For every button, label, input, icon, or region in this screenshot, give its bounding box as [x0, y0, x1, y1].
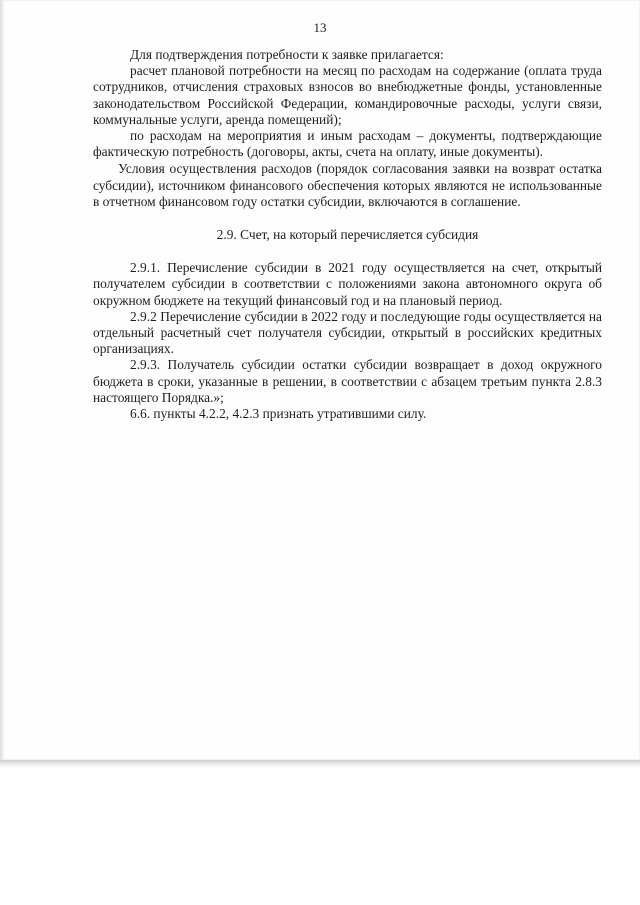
section-heading-2-9: 2.9. Счет, на который перечисляется субсидия	[216, 227, 479, 243]
page-bottom-edge	[0, 760, 640, 768]
paragraph-6-6: 6.6. пункты 4.2.2, 4.2.3 признать утратившими силу.	[130, 406, 427, 422]
document-body	[93, 47, 602, 422]
paragraph-event-expenses: по расходам на мероприятия и иным расходам – документы, подтверждающие фактическую потребность (договоры, акты, счета на оплату, иные документы).	[93, 128, 602, 160]
paragraph-attachments-intro: Для подтверждения потребности к заявке прилагается:	[130, 47, 444, 62]
paragraph-expense-conditions: Условия осуществления расходов (порядок согласования заявки на возврат остатка субсидии), источником финансового обеспечения которых являются не использованные в отчетном финансовом году остатки субсидии, включаются в соглашение.	[93, 161, 602, 209]
page-number: 13	[313, 20, 327, 35]
paragraph-2-9-1: 2.9.1. Перечисление субсидии в 2021 году осуществляется на счет, открытый получателем субсидии в соответствии с положениями закона автономного округа об окружном бюджете на текущий финансовый год и на плановый период.	[93, 260, 602, 308]
paragraph-2-9-2: 2.9.2 Перечисление субсидии в 2022 году и последующие годы осуществляется на отдельный расчетный счет получателя субсидии, открытый в российских кредитных организациях.	[93, 308, 602, 357]
paragraph-2-9-3: 2.9.3. Получатель субсидии остатки субсидии возвращает в доход окружного бюджета в сроки, указанные в решении, в соответствии с абзацем третьим пункта 2.8.3 настоящего Порядка.»;	[93, 357, 602, 405]
paragraph-monthly-need-calculation: расчет плановой потребности на месяц по расходам на содержание (оплата труда сотрудников, отчисления страховых взносов во внебюджетные фонды, установленные законодательством Российской Федерации, командировочные расходы, услуги связи, коммунальные услуги, аренда помещений);	[93, 63, 602, 127]
page-left-edge	[0, 0, 4, 760]
